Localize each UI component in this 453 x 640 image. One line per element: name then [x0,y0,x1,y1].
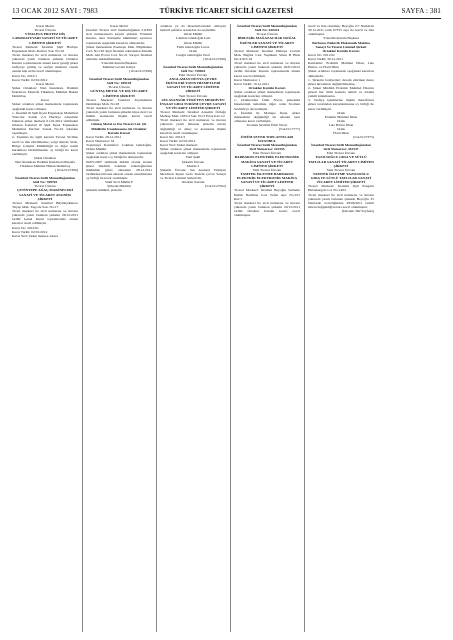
column-divider [82,24,83,632]
paragraph: Şirket ortakları şirket merkezinde toplanarak aşağıdaki kararı oy birliği ile almışlardır. [86,151,152,160]
paragraph: Ticari merkezi ile sicil numarası ve ünvanı yukarıda yazılı bulunan şirketin unvan değişikliği ve amaç ve konusuna ilişkin kararları tescil olunmuştur. [160,118,226,135]
header-rule [12,18,441,19]
paragraph: 1- İstanbul ili Şişli İlçesi Ergenekon Mahallesi Yazıcılar Sokak 2-4 Harbiye adresinde bulunan şirket merkezi 01.01.2012 tarihinden itibaren İstanbul ili Şişli İlçesi Ergenekon Mahallesi Perriter Sokak No:16 adresine taşınmıştır. [12,110,78,136]
centered-line: Eski Ticaret Ünvanı [326,151,356,156]
paragraph: Ticaret Merkezi: İstanbul Beyoğlu Sutlamu Kullik Neslihan Cad. Vefen Apt. No:101 Kat:1 [234,188,300,201]
column-divider [230,24,231,632]
notice-reference: (10/A/O:27309) [55,168,78,173]
paragraph: Karar Tarihi: 02/01/2012 [12,77,48,82]
paragraph: Ticaret Merkezi: İstanbul Şişli Harbiye Ergenekon Mah. Perriter Sok. No:16 [12,44,78,53]
paragraph: Karar No: 2012/3 [160,134,186,139]
paragraph: Şirketin müdürü, şirketin [86,188,122,193]
paragraph: Ticari merkezi ile sicil numarası ve ünvanı yukarıda yazılı bulunan şirketin hisse devri ve müdür atamasına ilişkin kararı tescil edilmiştir. [86,105,152,123]
notice-heading: ANGLAMAN DÜNYA ÇEVRE ÜRÜNLERİ YAYIN HİZMETLERİ SANAYİ VE TİCARET LİMİTED ŞİRKETİ [165,77,221,94]
paragraph: Ticaret Merkezi: İstanbul Maltepe Cevizli Mah. Bağdat Cad. Yeşilkent Sitesi B Blok No:410/3-19 [234,48,300,61]
centered-line: Şirketin Ünvanı [181,159,205,164]
centered-line: Ortak [336,127,346,132]
notice-heading: GÜNTAŞ METAL VE DIŞ TİCARET LİMİTED ŞİRKETİ [90,89,148,98]
notice-heading: BİRLEŞİK MAĞAZACILIK DOĞAL ÜRÜNLER SANAYİ VE TİCARET LİMİTED ŞİRKETİ [237,36,297,49]
centered-line: Yeni Ticaret Ünvanı [252,167,282,172]
centered-line: Mehmet Levent Kahya [102,65,136,70]
paragraph: Şirketin Ünvanı: Ses Asansör Yürüyen Merdiven İnşaat Gıda Turizm Çevre Sanayi ve Ticaret Limited Şirketi'dir. [160,167,226,180]
centered-line: Ticaret Ünvanı [34,28,56,33]
paragraph: Karar No: 2011/02 [308,52,335,57]
centered-line: Şirketin Müdürü [107,184,131,189]
paragraph: 2- Taşınma ile ilgili kararın Ticaret Siciline tescil ve ilan ettirilmesine, vergi dairesi, SGK, Bölge Çalışma Müdürlüğü ve diğer resmi kurumlara bildirilmesine oy birliği ile karar verilmiştir. [12,135,78,156]
centered-line: Karar Metni [36,81,54,86]
notice-heading: Sicil No: 189128 [106,81,132,86]
paragraph: Ticaret Merkezi: İstanbul Zeytinburnu Demirkapı Mah. No:18 [86,97,152,106]
notice-heading: VİTALEUS PROTEZ DİŞ LABORATUVARI SANAYİ VE TİCARET LİMİTED ŞİRKETİ [12,32,78,45]
paragraph: 1- Şirketin faaliyetleri devam ettirmek üzere şirket ünvanının değiştirilmesine, [308,77,374,86]
notice-heading: SES ASANSÖR YÜRÜYEN MERDİVEN İNŞAAT GIDA TURİZM ÇEVRE SANAYİ VE TİCARET LİMİTED ŞİRKETİ [160,97,226,110]
centered-line: Teoman Sevimli Ümit Nacar [246,123,288,127]
centered-line: Yeni Ticaret Ünvanı [326,167,356,172]
paragraph: ortakları ya da hissedarlarından olmayan üçüncü şahıslar arasından da seçilebilir. [160,24,226,33]
notice-heading: Ortaklar Kurulu Kararı [248,85,286,90]
notice-reference: (5/A/O:17777) [278,127,300,132]
centered-line: Ortaklar Kurulu [181,180,205,185]
notice-heading: Güntaş Metal ve Dış Ticaret Ltd. Şti. [91,122,147,127]
paragraph: İstanbul Ticaret sicil memurluğunun 511850 sicil numarasında kayıtlı şirketin Yönetim Kurulu, Ana Sözleşme hükümleri uyarınca toplanarak aşağıdaki kararları almışlardır. [86,28,152,45]
centered-line: Karar Metni [36,24,54,28]
paragraph: Şirket ortakları şirket merkezinde toplanarak aşağıdaki kararları almıştır. [160,147,226,156]
paragraph: Ticari merkezi ile sicil numarası ve ünvanı yukarıda yazılı bulunan şirketin Ortaklar Kurulu toplantısında alınan karar gereği şirket tasfiyeye girmiş ve tasfiye memuru olarak atanan kişi sicile tescil olunmuştur. [12,52,78,74]
notice-heading: İstanbul Ticaret Sicili Memurluğundan [15,176,75,180]
centered-line: Ortak [336,110,346,115]
notice-heading: BARBAROS ELEKTRİK ELEKTRONİK MAKİNA SANAYİ VE TİCARET LİMİTED ŞİRKETİ [234,155,300,168]
notice-heading: Sicil No: 768765 [32,180,58,185]
notice-reference: (10/A/O:27299) [129,69,152,74]
centered-line: Madde 2 [186,163,200,168]
centered-line: Lale Hatice İlhan [328,123,354,127]
notice-reference: (Devamı 382 Sayfada) [341,209,374,213]
column-divider [304,24,305,632]
paragraph: Karar Tarihi: 30.12.2011 [308,57,344,61]
notice-heading: İstanbul Ticaret Sicili Memurluğundan [163,64,223,69]
centered-line: Şirket Ortakları [33,156,57,160]
centered-line: Nuri İnandıran İbrahim İnandıran Mustafa Türkmen Mehmet Hakan Demirbaş [14,160,76,169]
paragraph: 2- Şirket Müdürü Erdemir Mehmet İlhan'ın şirketi her türlü konuda temsil ve ilzama yetkili kılınmasına, [308,85,374,99]
centered-line: Fatih Gündoğdu Lucas [176,44,210,49]
notice-heading: İstanbul Ticaret Sicili Memurluğundan [237,24,297,28]
notice-heading: Barbaros Elektrik Elektronik Makina Sanayi Ve Ticaret Limited Şirketi [312,40,370,49]
centered-line: Eski Ticaret Ünvanı [252,151,282,156]
paragraph: Ticari merkezi ile sicil numarası ve ünvanı yukarıda yazılı bulunan şirketin 20/12/2011 tarihli Ortaklar Kurulu kararı tescil olunmuştur. [234,200,300,218]
centered-line: Yeni Ticaret Ünvanı [178,93,208,98]
paragraph: Karar Tarihi: 28.12.2011 [86,134,122,139]
paragraph: Katılanlar: Erdemir Mehmet İlhan, Lale Hatice, ve Hotil İlhan [308,61,374,70]
paragraph: Ticaret Merkezi: İstanbul Şişli Pangaltı Halaskargazi Cd. No:146/1 [308,184,374,193]
paragraph: Karar Numarası: 34 [86,138,115,143]
column-divider [156,24,157,632]
centered-line: Karar Metni [110,24,128,28]
centered-line: Erdemir Mehmet İlhan [324,114,358,119]
centered-line: Lokman Gündoğdu Luis [175,36,211,41]
notice-heading: Sicil Numarası: 452547 [323,147,359,152]
notice-heading: Sicil Numarası: 222555 [249,147,285,152]
notice-heading: İSTANBUL [258,138,276,143]
notice-heading: TAMTEK İSLETME YAZICIOĞLU GIDA VE SÜTLÜ TATLILAR SANAYİ TİCARET LİMİTED ŞİRKETİ [310,171,372,185]
notice-heading: Müdürün Uzatılmasına Ait Ortaklar Kurulu Kararı [91,126,147,135]
paragraph: Karar Tarihi: 02/01/2012 [160,138,196,143]
paragraph: Ticaret Merkezi: İstanbul Ataşehir Ördeğe Mehtap Mah. 1035/4 Sok. No:3 Ertaş Kat:1/2 [160,110,226,119]
notice-heading: İstanbul Ticaret Sicili Memurluğundan [237,143,297,147]
paragraph: Şirket merkezinin Esentepe Mah. Büyükdere Cad. No:165 Şişli İstanbul adresinden Maslak Mah. Ahi Evran Cad. No:21 Sarıyer İstanbul adresine nakledilmesine, [86,44,152,61]
paragraph: Karar No: 2012/01 [12,225,39,230]
paragraph: 2- İstanbul ili, Maltepe İlçesi, şirket merkezinin değişikliği ile adresin aynı olmasına karar verilmiştir. [234,110,300,123]
column-3 [160,24,226,192]
column-2 [86,24,152,193]
paragraph: Karar Yeri: Şirket merkez adresi [12,233,58,238]
notice-heading: Ortaklar Kurulu Kararı [322,48,360,53]
notice-reference: (10/A/O:27299) [203,57,226,61]
centered-line: Ticaret Ünvanı [34,184,56,189]
paragraph: Karar Numarası: 1 [234,77,261,82]
column-5 [308,24,374,217]
gazette-title: TÜRKİYE TİCARET SİCİLİ GAZETESİ [159,7,294,15]
notice-heading: TAMTEK İSLETME BARBAROS ELEKTRİK ELEKTRONİK MAKİNA SANAYİ VE TİCARET LİMİTED ŞİRKETİ [236,171,298,189]
paragraph: Karar No: 2012/1 [12,73,38,78]
paragraph: Şirket ortakları şirket merkezinde toplanarak aşağıdaki kararı almıştır. [12,102,78,111]
centered-line: Ticaret Ünvanı [256,32,278,37]
centered-line: Ortak [336,118,346,123]
centered-line: Ortak [188,48,198,53]
centered-line: Yeni Şekil [185,155,201,160]
notice-heading: ÜMÜM SEVER TOPLANTILARI [240,134,294,139]
paragraph: Ticaret Merkezi: İstanbul Büyükçekmece Tüyap Mah. Taşyolu Sok. No:17 [12,200,78,209]
column-1 [12,24,78,238]
notice-heading: İstanbul Ticaret Sicili Memurluğundan [311,143,371,147]
paragraph: Toplantıya Katılanlar: Lokman Gündoğdu, Orhan Müdürr [86,143,152,152]
notice-heading: YAZICIOĞLU GIDA VE SÜTLÜ TATLILAR SANAYİ TİCARET LİMİTED ŞİRKETİ [308,155,374,168]
paragraph: Şirket Ortakları: Nuri İnandıran, İbrahim İnandıran, Mustafa Türkmen, Mehmet Hakan Demirbaş [12,85,78,99]
centered-line: Ortak Müdür [183,32,203,37]
notice-gap [308,213,374,217]
paragraph: Karar Yeri: Şirket merkezi [160,143,198,147]
notice-heading: ÇETİNTEPE AĞAÇ MAKİNELERİ SANAYİ VE TİCARET ANONİM ŞİRKETİ [16,188,74,201]
centered-line: Karar [40,98,50,103]
paragraph: 3- Tasfiye işlemlerine ilişkin masrafların şirket tarafından karşılanmasına oy birliği ile karar verilmiştir. [308,98,374,111]
notice-reference: (5/A/O:27502) [204,184,226,189]
centered-line: Yönetim Kurulu Başkanı [323,36,359,41]
issue-date: 13 OCAK 2012 SAYI : 7983 [12,7,98,15]
centered-line: Eski Ticaret Ünvanı [178,72,208,77]
paragraph: Şirket ortakları toplanarak aşağıdaki kararları almışlardır. [308,69,374,78]
paragraph: 04/05/2007 tarihinde müdür olarak atanan şirket müdürü Lokman Gündoğdu'nun müdürlük görev süresinin 28.12.2011 tarihinden itibaren süresiz olarak uzatılmasına oy birliği ile karar verilmiştir. [86,159,152,180]
centered-line: Ticaret Ünvanı [108,85,130,90]
centered-line: Hotil Ilhan [333,131,349,136]
centered-line: Yönetim Kurulu Başkanı [101,61,137,66]
centered-line: Cengiz Gündoğdu Terzi [176,52,210,57]
paragraph: Şirket ortakları şirket merkezinde toplanarak aşağıdaki kararları almıştır. [234,90,300,99]
paragraph: Karar Tarihi: 16.12.2011 [234,81,270,86]
paragraph: Ticari merkezi ile sicil numarası ve ünvanı yukarıda yazılı bulunan şirketin 26/12/2011 tarihli Genel Kurul toplantısında alınan kararlar tescil edilmiştir. [12,209,78,226]
paragraph: 1- Ortaklardan Ümit Nacar, şirketteki hisselerinin tamamını diğer ortak Teoman Sevimli'ye devretmiştir. [234,98,300,111]
centered-line: Vekil Sicil Müdür F [104,180,134,185]
paragraph: Ticari merkezi ile sicil numarası ve ünvanı yukarıda yazılı bulunan şirketin 02/01/2012 tarihli Ortaklar Kurulu toplantısında alınan kararı tescil edilmiştir. [234,61,300,78]
paragraph: tescil ve ilan olunmuş. Beyoğlu 2/7 Numaralı 30.12.2011 tarih 67355 sayı ile tescil ve ilan olunmuştur. [308,24,374,37]
paragraph: Karar Tarihi: 02/01/2012 [12,229,48,234]
notice-heading: Sicil No: 630424 [254,28,280,33]
centered-line: Ortak Müdür [183,40,203,45]
notice-gap [160,188,226,192]
paragraph: Ticari merkezi ile sicil numarası ve ünvanı yukarıda yazılı bulunan şirketin Beyoğlu 25 Numaralı noterliğinden 28/06/2011 tarihli ünvan değişikliği kararı tescil olunmuştur. [308,192,374,209]
page-number: SAYFA : 381 [401,7,441,15]
notice-reference: (5/A/O:27375) [352,135,374,140]
notice-heading: İstanbul Ticaret Sicili Memurluğundan [89,77,149,81]
column-4 [234,24,300,217]
notice-heading: Sicil No: 728694 [180,68,206,73]
